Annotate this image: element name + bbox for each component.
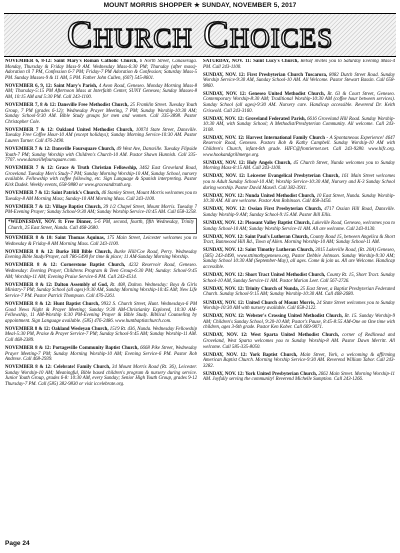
church-listing: [5, 103, 197, 125]
listing-heading: NOVEMBER 7, 8 & 12: Dansville Free Methodist Church,: [5, 103, 129, 109]
church-listing: [5, 147, 197, 164]
listing-details: Burke Hill/Coe Road, Perry. Wednesday Evening Bible Study/Prayer, call 786-5490 for time & place; 11 AM-Sunday Morning Worship.: [5, 249, 197, 261]
church-listing: [5, 283, 197, 300]
church-listing: [203, 136, 395, 158]
listing-details: Rt. 408, Dalton. Wednesday: Boys & Girls Ministry-7 PM; Sunday School (all ages)-9:30 AM, Sunday Morning Worship-10:45 AM; New Life Service-7 PM. Pastor Patrick Thompson. Call 476-2261.: [5, 282, 197, 299]
listing-details: 9932 S. Church Street, Hunt. Wednesdays-6 PM Good News Night & Prayer Meeting; Sunday 9:30 AM-Christianity Explored, 10:30 AM-Fellowship, 11 AM-Worship 6:30 PM-Evening Prayer & Bible Study. Biblical Counseling by appointment. Sign Language available. (585) 476-2486. www.huntbaptistchurch.com.: [5, 301, 197, 324]
listing-details: 6 North Street, Canaseraga. Monday, Thursday & Friday Mass-9 AM. Wednesday Mass-6:30 PM; Thursday (after mass)-Adoration til 7 PM, Confession 6-7 PM; Friday-7 PM Adoration & Confession; Saturday Mass-5 PM. Sunday Masses-9 & 11 AM, 5 PM. Father John Cullen, (607) 545-8601.: [5, 59, 197, 81]
listing-heading: *WEDNESDAY, NOV. 8: Free Dinner,: [8, 220, 92, 226]
listing-heading: NOVEMBER 8 & 12: Dalton Assembly of God,: [5, 282, 109, 288]
listing-details: Rt. 63 & Court Street, Geneseo. Contemporary Worship-8:30 AM; Traditional Worship-10:30 AM (coffee hour between services). Sunday School (all ages)-9:30 AM. Nursery care. Handicap accessible. Reverend Dr. Keith Griswold. Call 243-3160.: [203, 91, 395, 114]
church-listing: [203, 333, 395, 350]
church-listing: [203, 73, 395, 90]
listing-heading: SUNDAY, NOV. 12: United Church of Mount Morris,: [203, 300, 316, 306]
listing-details: County Road 15, between Angelica & Short Tract, Bunnwood Hill Rd., Town of Allen. Morning Worship-10 AM; Sunday School-11 AM.: [203, 234, 395, 246]
church-listing: [5, 263, 197, 280]
listing-details: 4 Avon Road, Geneseo. Monday Morning Mass-8 AM; Thursday-5:15 PM Afternoon Mass at Interfaith Center, SUNY Geneseo; Sunday Masses-8 AM, 10:15 AM and 5:30 PM. Call 243-1100.: [5, 83, 197, 100]
listing-columns: [5, 59, 395, 537]
listing-heading: SUNDAY, NOV. 12: Leicester Evangelical Presbyterian Church,: [203, 174, 340, 180]
listing-details: 6616 Groveland Hill Road. Sunday Worship-10:30 AM, with Sunday School; A Methodist/Presbyterian Community. All welcome. Call 243-3108.: [203, 116, 395, 133]
listing-heading: SATURDAY, NOV. 11: Saint Lucy's Church,: [203, 59, 299, 64]
listing-heading: SUNDAY, NOV. 12: First Presbyterian Church Tuscarora,: [203, 72, 328, 78]
listing-details: 6668 Pike Street, Wednesday Prayer Meeting-7 PM; Sunday Morning Worship-10 AM; Evening Service-6 PM. Pastor Rob Andrese. Call 468-2939.: [5, 345, 197, 363]
left-column: [5, 59, 197, 537]
listing-details: 1519 Rt. 436, Nunda. Wednesday Fellowship Meal-5:30 PM, Praise & Prayer Service-7 PM; Sunday School-9:45 AM; Sunday Worship-11 AM. Call 468-2389.: [5, 326, 197, 343]
church-listing: [5, 346, 197, 363]
listing-details: 34 Mount Morris Road (Rt. 36), Leicester. Sunday Worship-10 AM; Meaningful, Bible based children's program & nursery during service. Junior Youth Group, grades 6-8: 10:30 AM, every Sunday; Senior High Youth Group, grades 9-12 Thursday-7 PM. Call (585) 382-9830 or visit iccelebrate.org.: [5, 365, 197, 387]
listing-heading: NOVEMBER 8 & 12: Burke Hill Bible Church,: [5, 249, 112, 255]
church-listing: [203, 92, 395, 114]
listing-details: 2662 Main Street. Morning Worship-11 AM. Joyfully serving the community! Reverend Michelle Sumption. Call 243-1266.: [203, 371, 395, 383]
church-listing: [5, 236, 197, 247]
listing-details: 161 Main Street welcomes you to Adult Sunday School-10 AM; Worship Service-10:30 AM, Nursery and K-3 Sunday School during worship. Pastor David Maxell. Call 382-3911.: [203, 174, 395, 191]
listing-details: 25 Franklin Street. Tuesday Youth Group, 7 PM (grades 6-12); Wednesday Prayer Meeting, 7 PM; Sunday Worship-10:30 AM; Sunday School-9:30 AM. Bible Study groups for men and women. Call 335-3898. Pastor Christopher Cole.: [5, 103, 197, 125]
listing-details: 10074 State Street, Dansville. Tuesday Free Coffee Hour-10 AM (except holidays); Sunday Morning Service-10:30 AM. Pastor Lauren Turner. Call 476-2490.: [5, 127, 197, 144]
listing-heading: SUNDAY, NOV. 12: Harvest International Family Church: [203, 135, 325, 141]
right-column: [203, 59, 395, 537]
church-listing: [203, 287, 395, 298]
church-listing: [5, 59, 197, 81]
church-listing: [5, 191, 197, 202]
listing-heading: NOVEMBER 7 & 12: Village Baptist Church,: [5, 204, 102, 210]
listing-heading: SUNDAY, NOV. 12: Short Tract United Methodist Church,: [203, 273, 326, 279]
listing-heading: SUNDAY, NOV. 12: York Baptist Church,: [203, 352, 298, 358]
listing-heading: NOVEMBER 8 & 10: Saint Thomas Aquinas,: [5, 236, 105, 242]
listing-details: 8082 Dutch Street Road. Sunday Worship Service-9:30 AM, Sunday School-10 AM. All Welcome. Pastor Stewart Bassin. Call 658-9860.: [203, 72, 395, 89]
section-title: Church Choices: [66, 14, 334, 56]
church-listing: [203, 207, 395, 218]
listing-heading: NOVEMBER 7 & 12: Grace & Truth Christian Fellowship,: [5, 166, 138, 172]
church-listing: [203, 301, 395, 312]
listing-details: 5-6 PM, second, fourth, fifth Wednesday, Trinity Church, 25 East Street, Nunda. Call 468-2680.: [8, 220, 195, 231]
church-listing: [5, 84, 197, 101]
church-listing: [203, 273, 395, 284]
listing-details: - A Spontaneous Experience! 4647 Reservoir Road, Geneseo. Pastors Bob & Kathy Campbell. Sunday Worship-10 AM with Children's Church, infant-6th grade. HIFC@frontiernet.net. Call 243-9280. www.hifc.org. www.hookandgrillmerge.org.: [203, 135, 395, 158]
church-listing: [5, 205, 197, 216]
listing-details: corner of Redlinead and Groveland, West Sparta welcomes you to Sunday Worship-8 AM. Pastor Dawn Merritt. All welcome. Call 585-335-8050.: [203, 333, 395, 350]
church-listing: [5, 327, 197, 344]
church-listing: [203, 161, 395, 172]
listing-heading: NOVEMBER 8 & 12: Hunt Baptist Church,: [5, 301, 100, 307]
listing-heading: SUNDAY, NOV. 12: Groveland Federated Parish,: [203, 116, 306, 122]
listing-details: Retsof invites you to Saturday Evening Mass-4 PM. Call 243-1100.: [203, 59, 395, 70]
listing-details: Main Street, York, a welcoming & affirming American Baptist Church. Morning Worship Service-9:30 AM. Reverend William Tabor. Call 243-3282.: [203, 352, 395, 369]
listing-heading: SUNDAY, NOV. 12: York United Presbyterian Church,: [203, 371, 317, 377]
listing-heading: SUNDAY, NOV. 12: Webster's Crossing United Methodist Church,: [203, 314, 343, 320]
church-listing: [5, 166, 197, 188]
listing-heading: SUNDAY, NOV. 12: Geneseo United Methodist Church,: [203, 91, 325, 97]
church-listing: [203, 353, 395, 370]
church-listing: [203, 194, 395, 205]
church-listing: [5, 302, 197, 324]
church-listing: [5, 365, 197, 387]
listing-heading: NOVEMBER 7 & 12: Saint Patrick's Church,: [5, 191, 101, 197]
listing-details: 175 Main Street, Leicester welcomes you to Wednesday & Friday-8 AM Morning Mass. Call 243-1100.: [5, 236, 197, 247]
listing-details: 45 Church Street, Nunda welcomes you to Sunday Morning Mass-8:15 AM. Call 243-1100.: [203, 160, 395, 172]
listing-heading: SUNDAY, NOV. 12: Trinity Church of Nunda,: [203, 286, 299, 292]
listing-details: County Rt. 15, Short Tract. Sunday School-10 AM, Sunday Service-11 AM. Pastor Marian Leet. Call 567-2726.: [203, 273, 395, 284]
church-listing: [203, 235, 395, 246]
listing-heading: SUNDAY, NOV. 12: West Sparta United Methodist Church,: [203, 333, 340, 339]
listing-heading: NOVEMBER 7 & 12: Oakland United Methodist Church,: [5, 127, 134, 133]
listing-details: 4232 Reservoir Road, Geneseo. Wednesday: Evening Prayer, Childrens Program & Teen Group-6:30 PM; Sunday: School-9:45 AM; Worship-11 AM; Evening Praise Service-6 PM. Call 243-4514.: [5, 263, 197, 280]
listing-details: Lakeville Road, Geneseo, welcomes you to Sunday School-10 AM; Sunday Worship Service-11 AM. All are welcome. Call 243-0130.: [203, 221, 395, 232]
listing-details: 39 1/2 Chapel Street, Mount Morris. Tuesday 7 PM-Evening Prayer; Sunday School-9:30 AM; Sunday Worship Service-10:45 AM. Call 658-3258.: [5, 204, 197, 216]
listing-details: 25 East Street, a Baptist Presbyterian Federated Church. Sunday School-9:15 AM; Sunday Worship-10:30 AM. Call 468-2680.: [203, 286, 395, 298]
church-listing: [203, 59, 395, 70]
listing-heading: NOVEMBER 8 & 12: Portageville Community Baptist Church,: [5, 345, 139, 351]
listing-heading: SUNDAY, NOV. 12: Nunda United Methodist Church,: [203, 193, 316, 199]
listing-details: 49 West Ave, Dansville. Tuesday Flipside Youth-7 PM; Sunday Worship with Children's Church-10 AM. Pastor Shawn Hunnish. Call 335-7707. www.dansvillefoursquare.com.: [5, 147, 197, 164]
church-listing: [203, 117, 395, 134]
listing-heading: SUNDAY, NOV. 12: Pleasant Valley Baptist Church,: [203, 221, 311, 227]
church-listing: [203, 174, 395, 191]
page-number: Page 24: [5, 540, 30, 547]
church-listing: [203, 372, 395, 383]
listing-heading: SUNDAY, NOV. 12: Ossian First Presbyterian Church,: [203, 207, 323, 213]
listing-heading: NOVEMBER 8 & 12: Oakland Wesleyan Church,: [5, 326, 109, 332]
listing-heading: SUNDAY, NOV. 12: Saint Timothy Lutheran Church,: [203, 248, 314, 254]
listing-heading: NOVEMBER 6, 8-12: Saint Mary's Roman Catholic Church,: [5, 59, 138, 64]
church-listing: [203, 248, 395, 270]
church-listing: [5, 250, 197, 261]
listing-heading: SUNDAY, NOV. 12: Saint Paul's Lutheran Church,: [203, 234, 309, 240]
church-listing: [203, 314, 395, 331]
listing-details: 3462 East Groveland Road, Groveland. Tuesday Men's Study-7 PM; Sunday Morning Worship-10 AM, Sunday School, nursery available. Fellowship with coffee following, etc. Sign Language & Spanish interpreting. Pastor Kirk Dudek. Weekly events, 658-9880 or www.graceandtruth.org.: [5, 166, 197, 188]
listing-details: 3015 Lakeville Road, (Rt. 20A) Geneseo, (585) 243-4490, www.sttimothygeneseo.org, Pastor Debbie Johnson. Sunday Worship-9:30 AM; Sunday School 10:30 AM (September-May), all ages. Come & join us. All are Welcome. Handicap accessible.: [203, 248, 395, 271]
listing-details: 24 State Street welcomes you to Sunday Worship-10:30 AM with nursery available. Call 658-2122.: [203, 300, 395, 312]
listing-details: 4717 Ossian Hill Road, Dansville. Sunday Worship-9 AM; Sunday School-9:15 AM. Pastor Bill Ellis.: [203, 207, 395, 218]
listing-details: 10 East Street, Nunda. Sunday Worship-10:30 AM. All are welcome. Pastor Ann Robinson. Call 468-3456.: [203, 193, 395, 205]
listing-details: Rt. 15. Sunday Worship-9 AM; Children's Sunday School, 9:20-10 AM; Pastor's Pause, 8:45-8:55 AM-One on One time with children, ages 3-6th grade. Pastor Ken Kober. Call 669-9071.: [203, 314, 395, 331]
listing-heading: NOVEMBER 8 & 12: Cornerstone Baptist Church,: [5, 263, 126, 269]
section-banner: [4, 13, 396, 57]
running-head: MOUNT MORRIS SHOPPER ★ SUNDAY, NOVEMBER 5, 2017: [103, 2, 297, 9]
listing-heading: SUNDAY, NOV. 12: Holy Angels Church,: [203, 160, 292, 166]
church-listing: [203, 221, 395, 232]
listing-heading: NOVEMBER 8 & 12: Celebrate! Family Church,: [5, 365, 111, 371]
listing-details: 46 Stanley Street, Mount Morris welcomes you to Tuesday-8 AM Morning Mass; Sunday-10 AM Morning Mass. Call 243-1100.: [5, 191, 197, 202]
church-listing: [5, 128, 197, 145]
listing-heading: NOVEMBER 7 & 12: Dansville Foursquare Church,: [5, 147, 116, 153]
church-listing: [5, 218, 197, 233]
listing-heading: NOVEMBER 6, 9, 12: Saint Mary's Parish,: [5, 83, 98, 89]
